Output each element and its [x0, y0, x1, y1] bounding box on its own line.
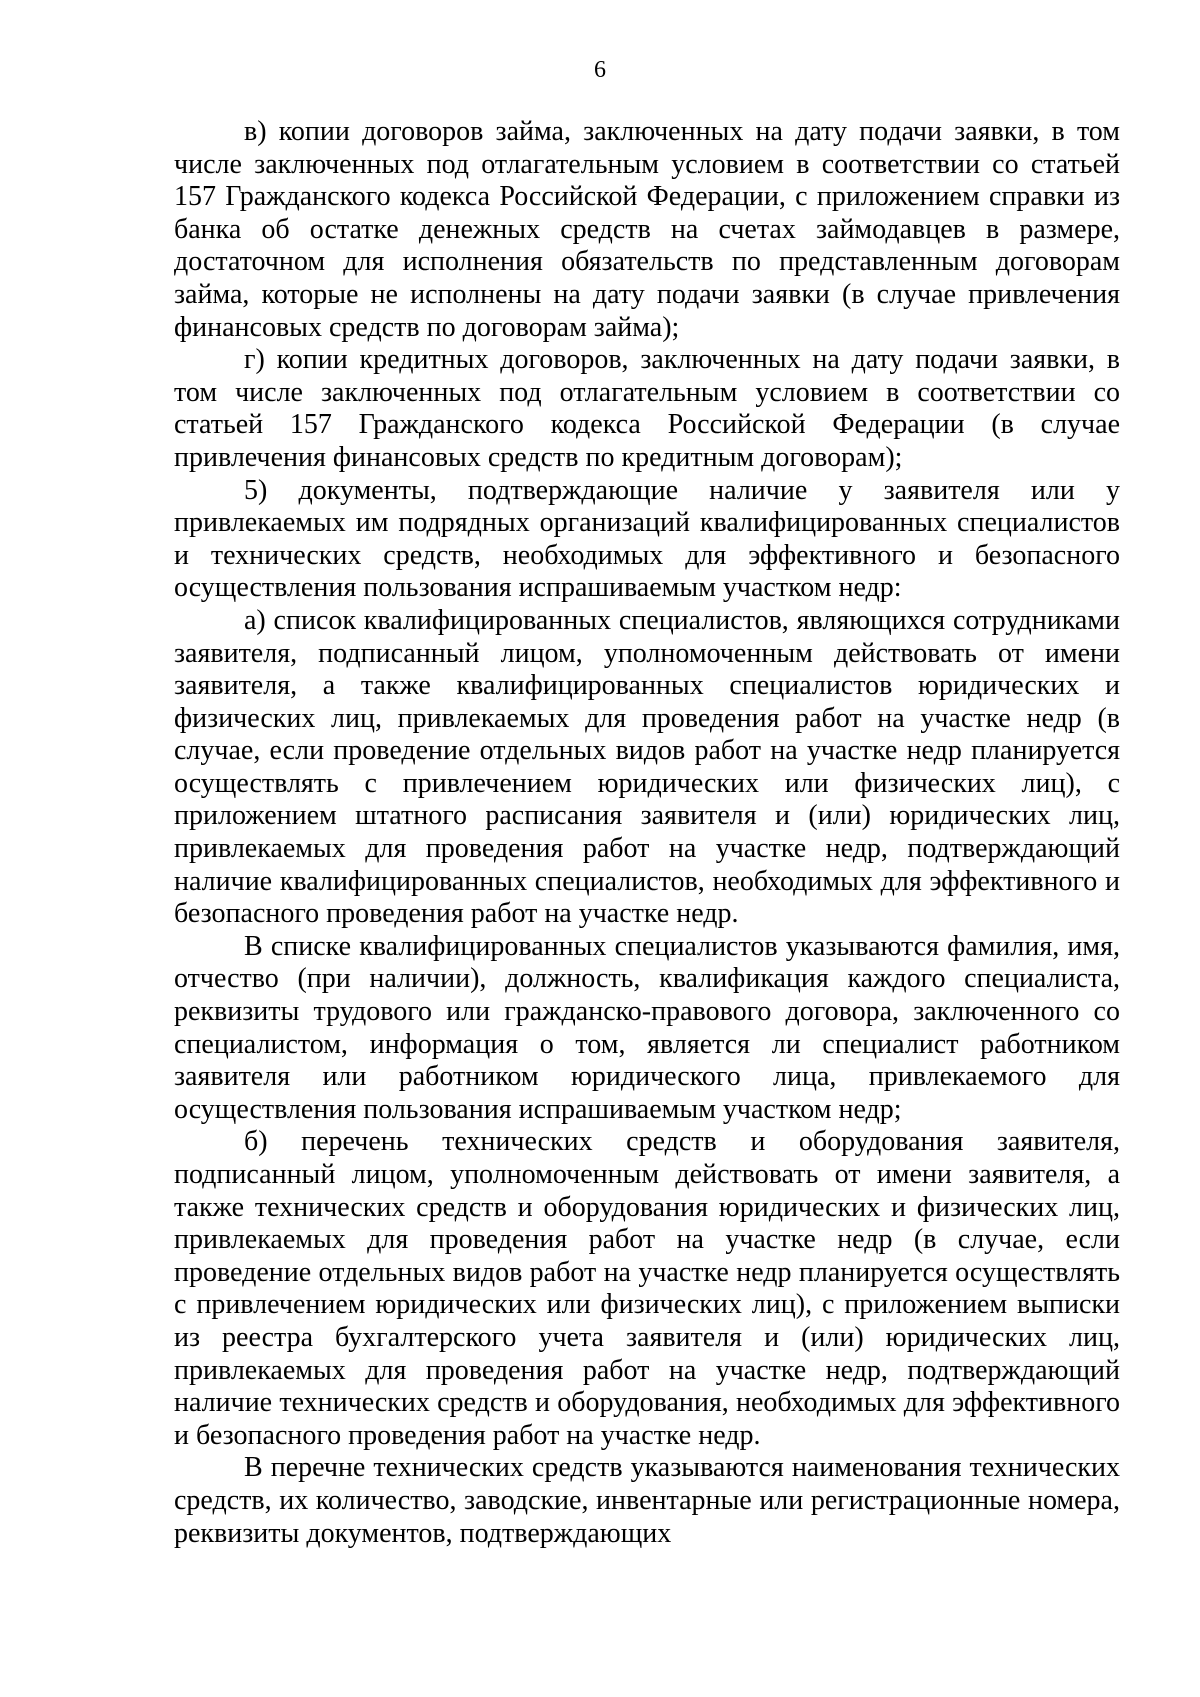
paragraph-5-qualification-documents: 5) документы, подтверждающие наличие у заявителя или у привлекаемых им подрядных организаций квалифицированных специалистов и технических средств, необходимых для эффективного и безопасного осуществления пользования испрашиваемым участком недр: — [174, 474, 1120, 604]
document-body — [174, 116, 1120, 1550]
paragraph-b-equipment-list: б) перечень технических средств и оборудования заявителя, подписанный лицом, уполномоченным действовать от имени заявителя, а также технических средств и оборудования юридических и физических лиц, привлекаемых для проведения работ на участке недр (в случае, если проведение отдельных видов работ на участке недр планируется осуществлять с привлечением юридических или физических лиц), с приложением выписки из реестра бухгалтерского учета заявителя и (или) юридических лиц, привлекаемых для проведения работ на участке недр, подтверждающий наличие технических средств и оборудования, необходимых для эффективного и безопасного проведения работ на участке недр. — [174, 1126, 1120, 1451]
paragraph-g-credit-agreements: г) копии кредитных договоров, заключенных на дату подачи заявки, в том числе заключенных под отлагательным условием в соответствии со статьей 157 Гражданского кодекса Российской Федерации (в случае привлечения финансовых средств по кредитным договорам); — [174, 344, 1120, 473]
paragraph-equipment-list-contents: В перечне технических средств указываются наименования технических средств, их количество, заводские, инвентарные или регистрационные номера, реквизиты документов, подтверждающих — [174, 1452, 1120, 1549]
paragraph-specialists-list-contents: В списке квалифицированных специалистов указываются фамилия, имя, отчество (при наличии), должность, квалификация каждого специалиста, реквизиты трудового или гражданско-правового договора, заключенного со специалистом, информация о том, является ли специалист работником заявителя или работником юридического лица, привлекаемого для осуществления пользования испрашиваемым участком недр; — [174, 930, 1120, 1125]
paragraph-a-specialists-list: а) список квалифицированных специалистов, являющихся сотрудниками заявителя, подписанный лицом, уполномоченным действовать от имени заявителя, а также квалифицированных специалистов юридических и физических лиц, привлекаемых для проведения работ на участке недр (в случае, если проведение отдельных видов работ на участке недр планируется осуществлять с привлечением юридических или физических лиц), с приложением штатного расписания заявителя и (или) юридических лиц, привлекаемых для проведения работ на участке недр, подтверждающий наличие квалифицированных специалистов, необходимых для эффективного и безопасного проведения работ на участке недр. — [174, 604, 1120, 930]
page-number: 6 — [594, 57, 606, 83]
paragraph-v-loan-agreements: в) копии договоров займа, заключенных на дату подачи заявки, в том числе заключенных под отлагательным условием в соответствии со статьей 157 Гражданского кодекса Российской Федерации, с приложением справки из банка об остатке денежных средств на счетах займодавцев в размере, достаточном для исполнения обязательств по представленным договорам займа, которые не исполнены на дату подачи заявки (в случае привлечения финансовых средств по договорам займа); — [174, 116, 1120, 343]
